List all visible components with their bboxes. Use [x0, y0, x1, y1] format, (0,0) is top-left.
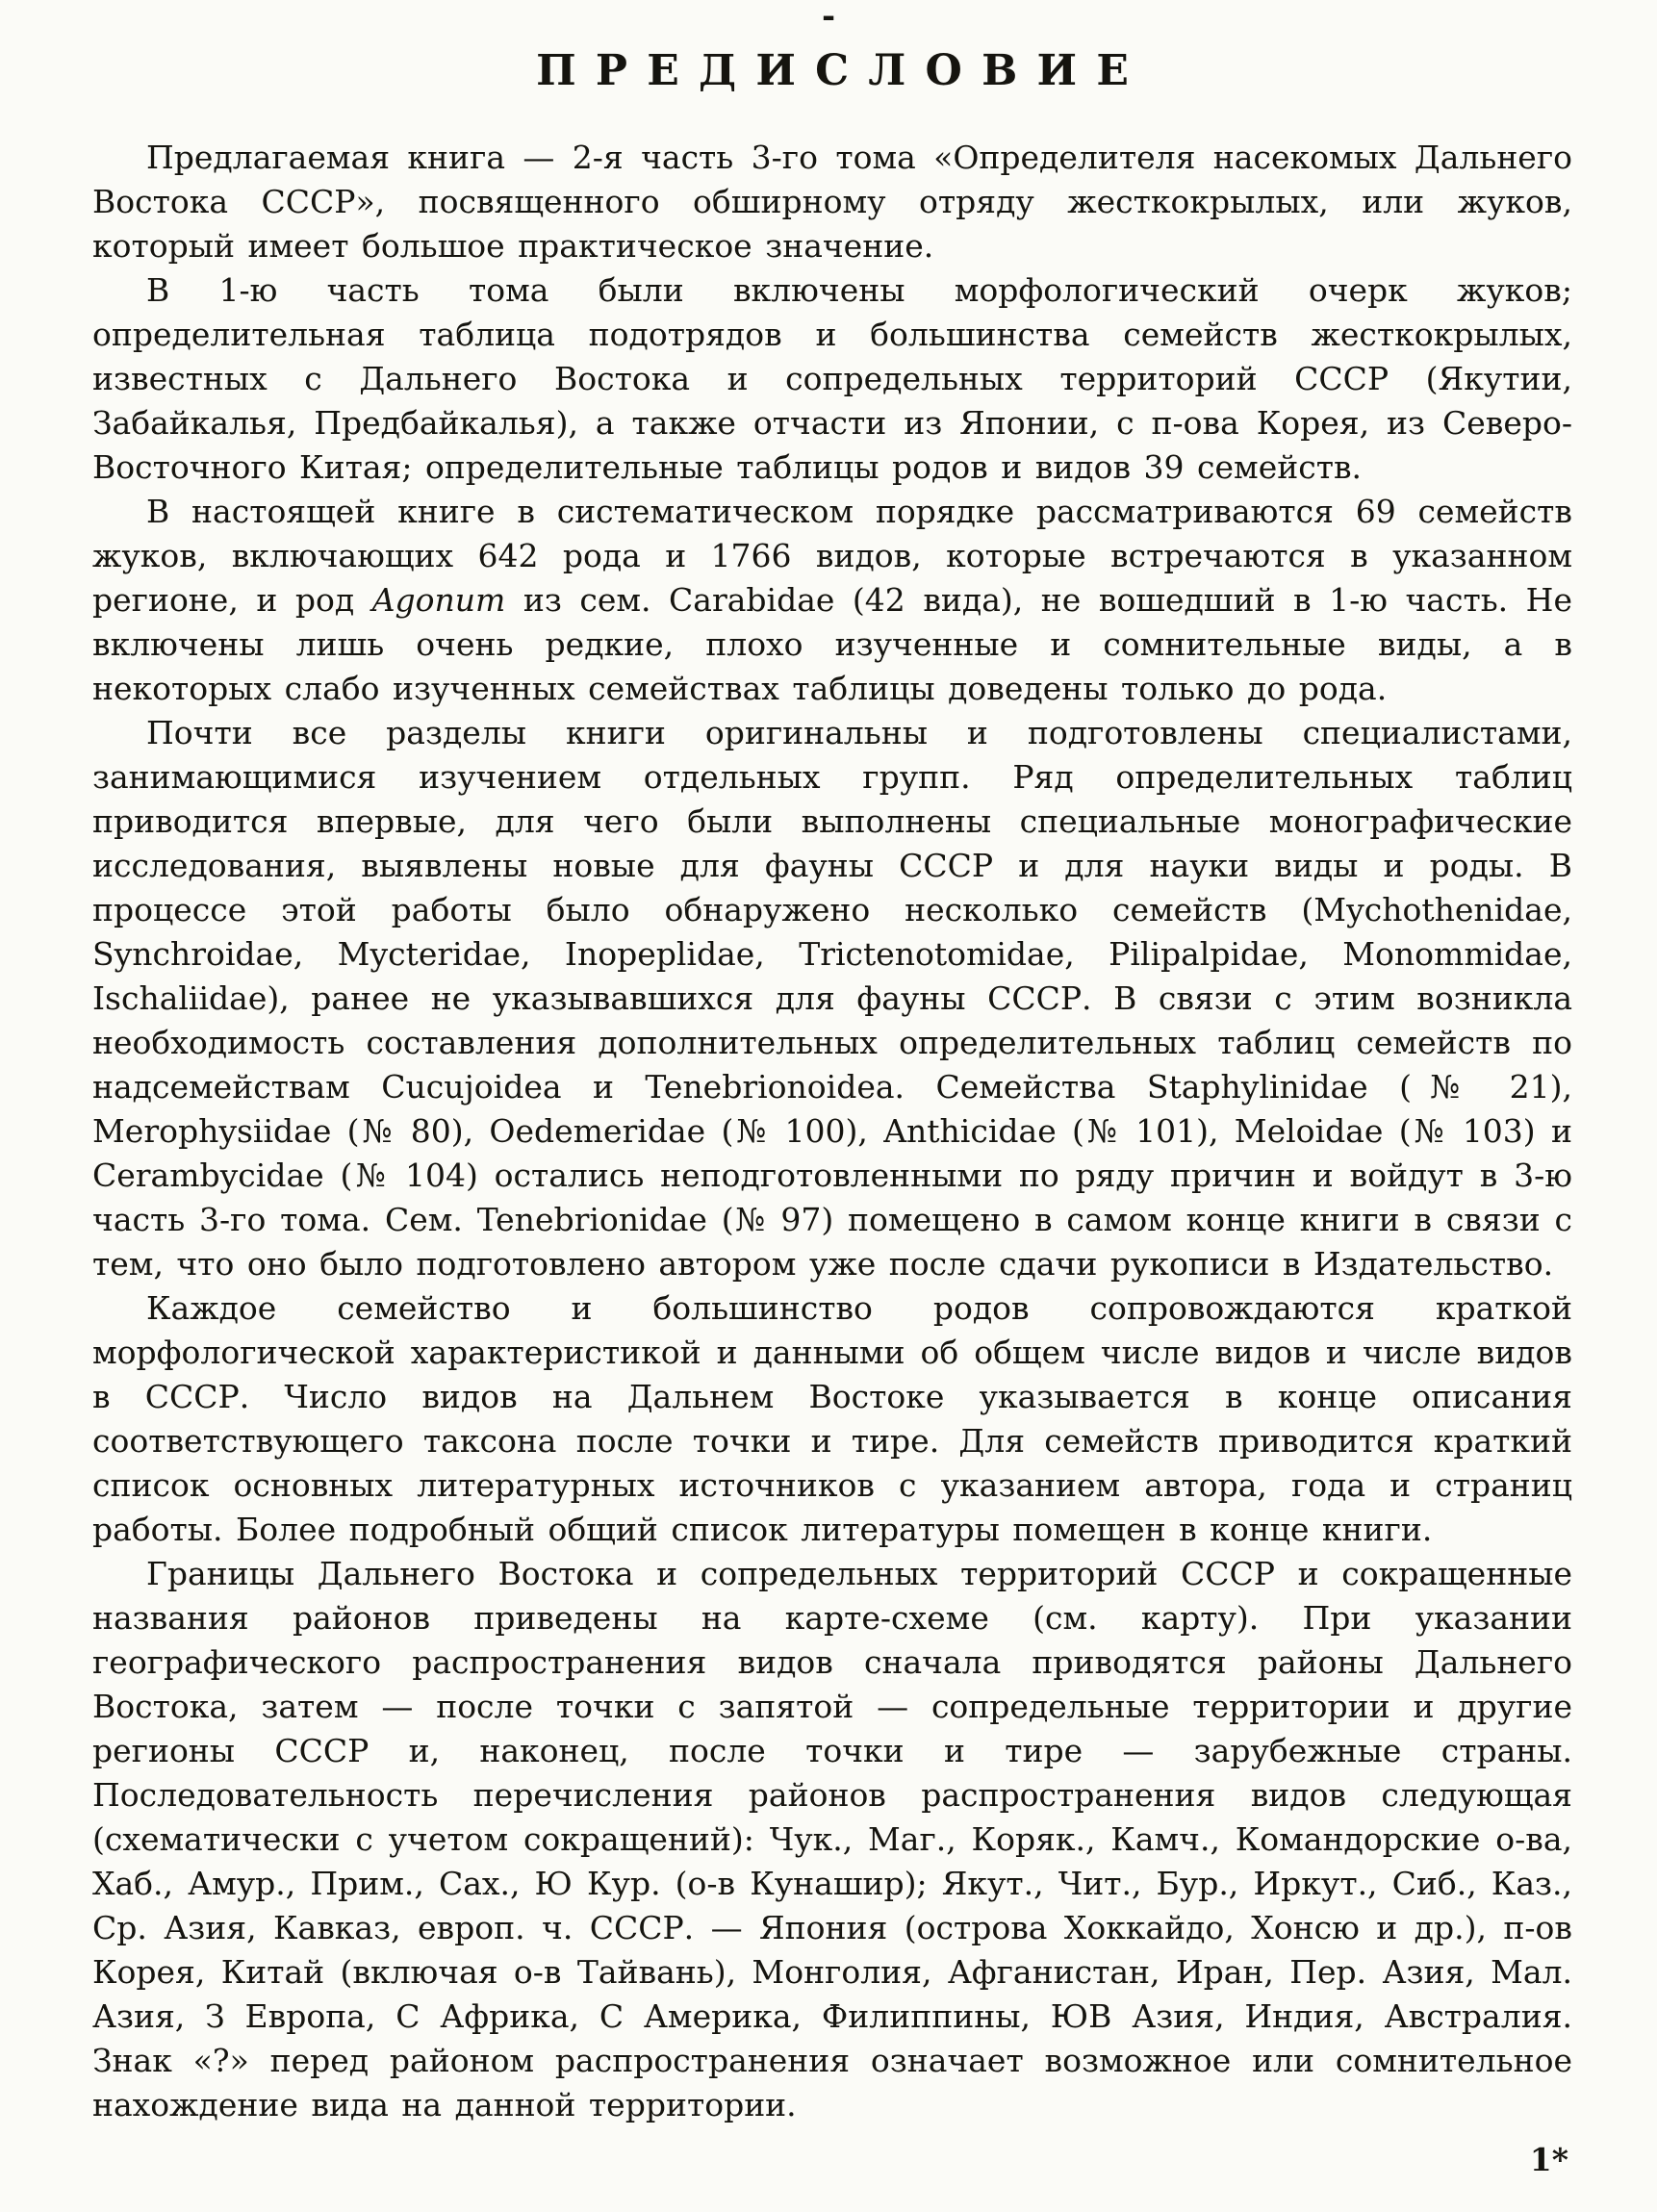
preface-body: [92, 136, 1572, 2127]
paragraph-text: из сем. Carabidae (42 вида), не вошедший в 1-ю часть. Не включены лишь очень редкие, плохо изученные и сомнительные виды, а в некоторых слабо изученных семействах таблицы доведены только до рода.: [92, 581, 1572, 707]
paragraph-contents: [92, 490, 1572, 711]
genus-name-italic: Agonum: [371, 581, 506, 619]
paragraph-intro: Предлагаемая книга — 2-я часть 3-го тома «Определителя насекомых Дальнего Востока СССР», посвященного обширному отряду жесткокрылых, или жуков, который имеет большое практическое значение.: [92, 139, 1572, 265]
scan-artifact: -: [821, 0, 836, 36]
paragraph-text: В настоящей книге в систематическом порядке рассматриваются 69 семейств жуков, включающих 642 рода и 1766 видов, которые встречаются в указанном регионе, и род: [92, 493, 1572, 619]
page-title: ПРЕДИСЛОВИЕ: [536, 46, 1149, 95]
paragraph-families: Почти все разделы книги оригинальны и подготовлены специалистами, занимающимися изучением отдельных групп. Ряд определительных таблиц приводится впервые, для чего были выполнены специальные монографические исследования, выявлены новые для фауны СССР и для науки виды и роды. В процессе этой работы было обнаружено несколько семейств (Mychothenidae, Synchroidae, Mycteridae, Inopeplidae, Trictenotomidae, Pilipalpidae, Monommidae, Ischaliidae), ранее не указывавшихся для фауны СССР. В связи с этим возникла необходимость составления дополнительных определительных таблиц семейств по надсемействам Cucujoidea и Tenebrionoidea. Семейства Staphylinidae (№ 21), Merophysiidae (№ 80), Oedemeridae (№ 100), Anthicidae (№ 101), Meloidae (№ 103) и Cerambycidae (№ 104) остались неподготовленными по ряду причин и войдут в 3-ю часть 3-го тома. Сем. Tenebrionidae (№ 97) помещено в самом конце книги в связи с тем, что оно было подготовлено автором уже после сдачи рукописи в Издательство.: [92, 714, 1572, 1283]
paragraph-regions: Границы Дальнего Востока и сопредельных территорий СССР и сокращенные названия районов приведены на карте-схеме (см. карту). При указании географического распространения видов сначала приводятся районы Дальнего Востока, затем — после точки с запятой — сопредельные территории и другие регионы СССР и, наконец, после точки и тире — зарубежные страны. Последовательность перечисления районов распространения видов следующая (схематически с учетом сокращений): Чук., Маг., Коряк., Камч., Командорские о-ва, Хаб., Амур., Прим., Сах., Ю Кур. (о-в Кунашир); Якут., Чит., Бур., Иркут., Сиб., Каз., Ср. Азия, Кавказ, европ. ч. СССР. — Япония (острова Хоккайдо, Хонсю и др.), п-ов Корея, Китай (включая о-в Тайвань), Монголия, Афганистан, Иран, Пер. Азия, Мал. Азия, З Европа, С Африка, С Америка, Филиппины, ЮВ Азия, Индия, Австралия. Знак «?» перед районом распространения означает возможное или сомнительное нахождение вида на данной территории.: [92, 1555, 1572, 2123]
paragraph-structure: Каждое семейство и большинство родов сопровождаются краткой морфологической характеристикой и данными об общем числе видов и числе видов в СССР. Число видов на Дальнем Востоке указывается в конце описания соответствующего таксона после точки и тире. Для семейств приводится краткий список основных литературных источников с указанием автора, года и страниц работы. Более подробный общий список литературы помещен в конце книги.: [92, 1289, 1572, 1548]
page-number: 1*: [1529, 2141, 1568, 2178]
paragraph-volume-part1: В 1-ю часть тома были включены морфологический очерк жуков; определительная таблица подотрядов и большинства семейств жесткокрылых, известных с Дальнего Востока и сопредельных территорий СССР (Якутии, Забайкалья, Предбайкалья), а также отчасти из Японии, с п-ова Корея, из Северо-Восточного Китая; определительные таблицы родов и видов 39 семейств.: [92, 271, 1572, 486]
